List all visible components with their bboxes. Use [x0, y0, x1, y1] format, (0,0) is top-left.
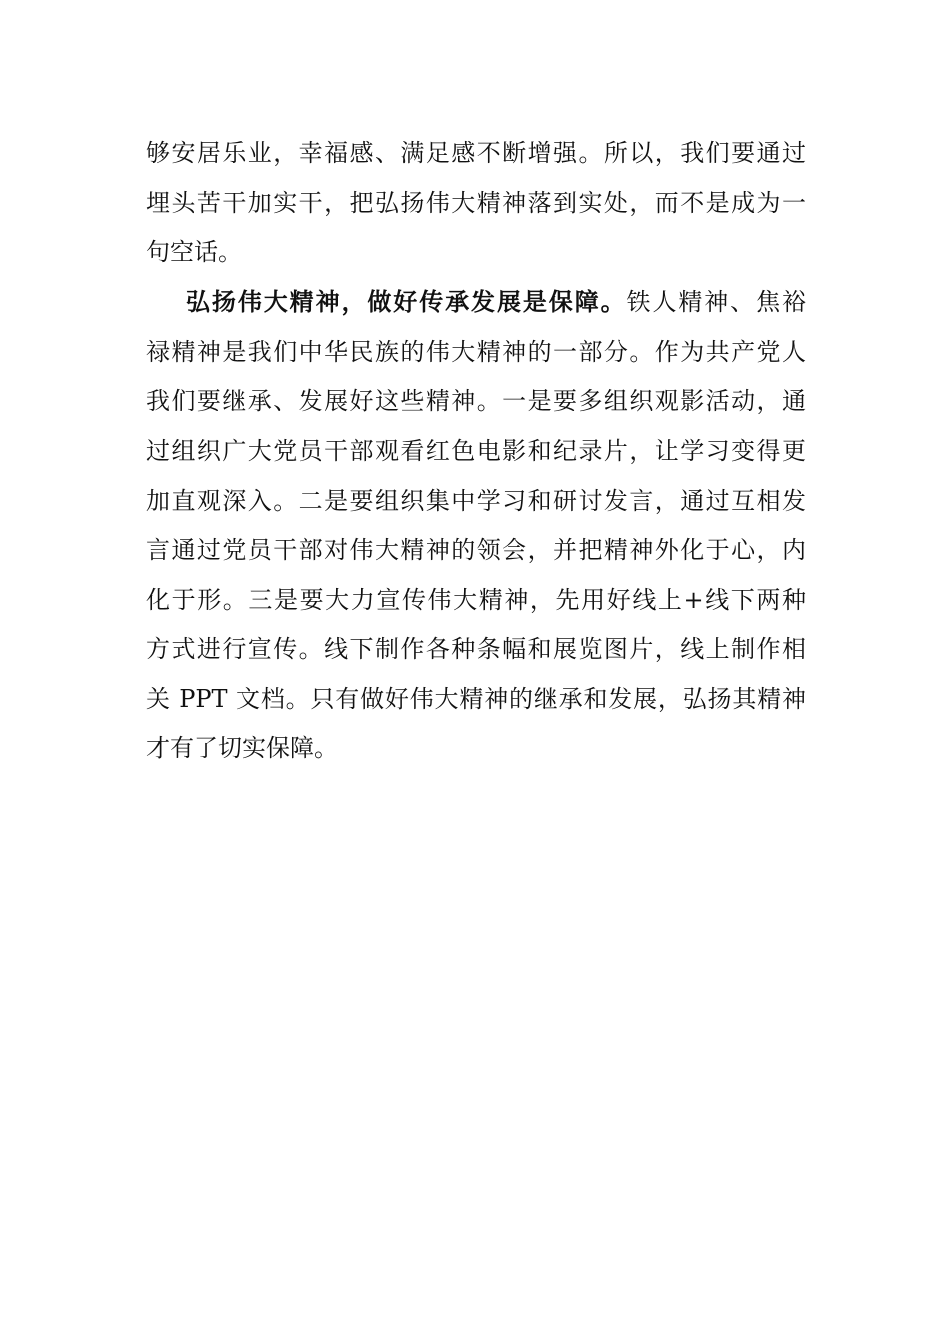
paragraph-2-line-1-rest: 铁人精神、焦裕 — [626, 288, 807, 316]
paragraph-2-line-1 — [186, 282, 806, 322]
paragraph-2-line-6: 言通过党员干部对伟大精神的领会，并把精神外化于心，内 — [146, 536, 806, 564]
paragraph-1-line-2: 埋头苦干加实干，把弘扬伟大精神落到实处，而不是成为一 — [146, 189, 806, 217]
paragraph-2-line-4: 过组织广大党员干部观看红色电影和纪录片，让学习变得更 — [146, 437, 806, 465]
paragraph-2-line-3: 我们要继承、发展好这些精神。一是要多组织观影活动，通 — [146, 387, 806, 415]
paragraph-1-line-3: 句空话。 — [146, 238, 242, 266]
paragraph-2-line-2: 禄精神是我们中华民族的伟大精神的一部分。作为共产党人 — [146, 338, 806, 366]
paragraph-1-line-1: 够安居乐业，幸福感、满足感不断增强。所以，我们要通过 — [146, 139, 806, 167]
paragraph-2-line-8: 方式进行宣传。线下制作各种条幅和展览图片，线上制作相 — [146, 635, 806, 663]
paragraph-2-line-5: 加直观深入。二是要组织集中学习和研讨发言，通过互相发 — [146, 487, 806, 515]
paragraph-2-line-7: 化于形。三是要大力宣传伟大精神，先用好线上+线下两种 — [146, 586, 806, 614]
paragraph-2-heading: 弘扬伟大精神，做好传承发展是保障。 — [186, 287, 627, 316]
paragraph-2-line-9: 关 PPT 文档。只有做好伟大精神的继承和发展，弘扬其精神 — [146, 685, 806, 713]
paragraph-2-line-10: 才有了切实保障。 — [146, 734, 338, 762]
